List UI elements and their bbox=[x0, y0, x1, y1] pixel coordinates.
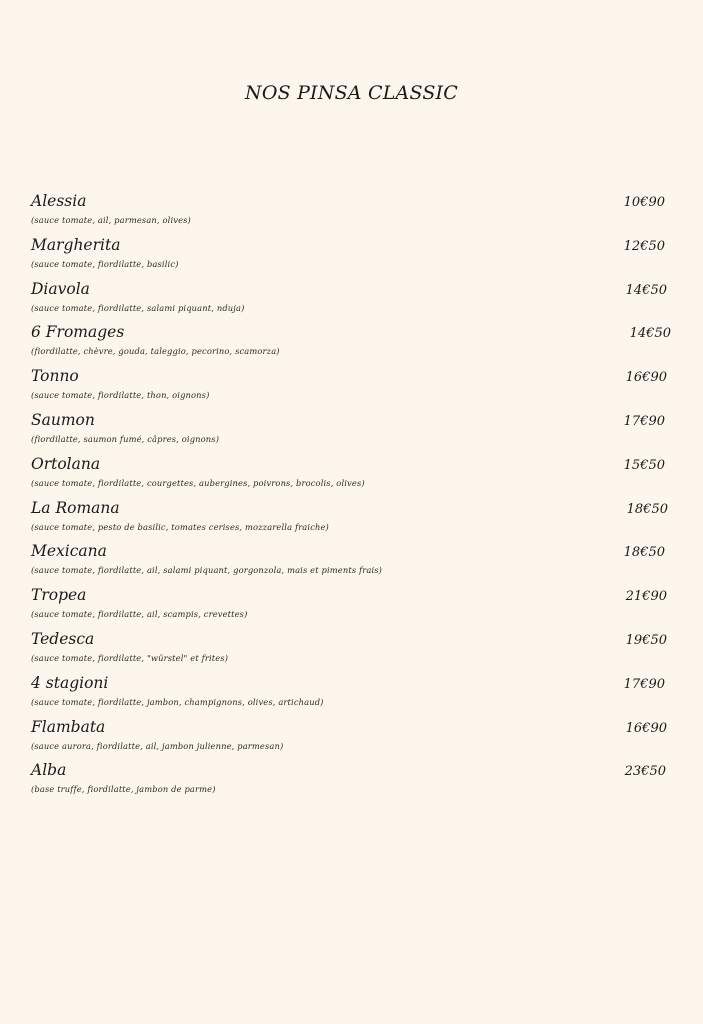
menu-item bbox=[31, 323, 671, 367]
menu-item bbox=[31, 761, 671, 805]
item-description: (sauce tomate, fiordilatte, basilic) bbox=[31, 258, 179, 269]
item-price: 16€90 bbox=[625, 370, 667, 386]
item-description: (sauce tomate, fiordilatte, thon, oignons) bbox=[31, 390, 210, 401]
page-title: NOS PINSA CLASSIC bbox=[245, 82, 458, 104]
menu-item bbox=[31, 280, 671, 324]
menu-item bbox=[31, 367, 671, 411]
item-name: Ortolana bbox=[31, 454, 101, 473]
item-price: 14€50 bbox=[625, 282, 667, 298]
menu-item bbox=[31, 586, 671, 630]
item-name: La Romana bbox=[31, 498, 120, 517]
item-name: 4 stagioni bbox=[31, 673, 109, 692]
item-description: (sauce tomate, fiordilatte, salami piquant, nduja) bbox=[31, 302, 245, 313]
item-price: 14€50 bbox=[629, 326, 671, 342]
item-name: Alessia bbox=[31, 192, 87, 210]
item-price: 10€90 bbox=[623, 195, 665, 210]
menu-item bbox=[31, 236, 671, 280]
item-name: Saumon bbox=[31, 410, 95, 429]
item-price: 17€90 bbox=[623, 413, 665, 429]
item-price: 23€50 bbox=[624, 764, 666, 780]
menu-item bbox=[31, 455, 671, 499]
item-price: 15€50 bbox=[623, 457, 665, 473]
menu-item bbox=[31, 674, 671, 718]
item-description: (fiordilatte, saumon fumé, câpres, oignons) bbox=[31, 433, 220, 444]
item-price: 12€50 bbox=[623, 238, 665, 254]
menu-item bbox=[31, 630, 671, 674]
item-price: 18€50 bbox=[626, 501, 668, 517]
item-name: Tropea bbox=[31, 586, 87, 605]
item-description: (sauce aurora, fiordilatte, ail, jambon julienne, parmesan) bbox=[31, 740, 284, 751]
item-price: 16€90 bbox=[625, 720, 667, 736]
item-description: (sauce tomate, fiordilatte, "würstel" et frites) bbox=[31, 652, 229, 663]
menu-item bbox=[31, 192, 671, 236]
item-name: Tedesca bbox=[31, 629, 95, 648]
item-name: 6 Fromages bbox=[31, 323, 125, 342]
item-name: Mexicana bbox=[31, 542, 107, 561]
menu-list bbox=[31, 192, 671, 805]
item-name: Alba bbox=[31, 761, 67, 780]
item-description: (sauce tomate, fiordilatte, ail, salami piquant, gorgonzola, mais et piments frais) bbox=[31, 565, 383, 576]
menu-item bbox=[31, 411, 671, 455]
item-price: 17€90 bbox=[623, 676, 665, 692]
item-price: 21€90 bbox=[625, 589, 667, 605]
item-name: Tonno bbox=[31, 367, 79, 386]
item-description: (fiordilatte, chèvre, gouda, taleggio, pecorino, scamorza) bbox=[31, 346, 280, 357]
item-name: Margherita bbox=[31, 235, 121, 254]
menu-item bbox=[31, 542, 671, 586]
item-price: 18€50 bbox=[623, 545, 665, 561]
item-description: (sauce tomate, ail, parmesan, olives) bbox=[31, 215, 191, 225]
item-description: (sauce tomate, fiordilatte, jambon, champignons, olives, artichaud) bbox=[31, 696, 324, 707]
item-name: Flambata bbox=[31, 717, 106, 736]
menu-item bbox=[31, 499, 671, 543]
item-description: (base truffe, fiordilatte, jambon de parme) bbox=[31, 784, 216, 795]
item-description: (sauce tomate, fiordilatte, ail, scampis, crevettes) bbox=[31, 609, 248, 620]
item-price: 19€50 bbox=[625, 632, 667, 648]
item-name: Diavola bbox=[31, 279, 90, 298]
menu-item bbox=[31, 718, 671, 762]
item-description: (sauce tomate, fiordilatte, courgettes, aubergines, poivrons, brocolis, olives) bbox=[31, 477, 365, 488]
item-description: (sauce tomate, pesto de basilic, tomates cerises, mozzarella fraiche) bbox=[31, 521, 329, 532]
